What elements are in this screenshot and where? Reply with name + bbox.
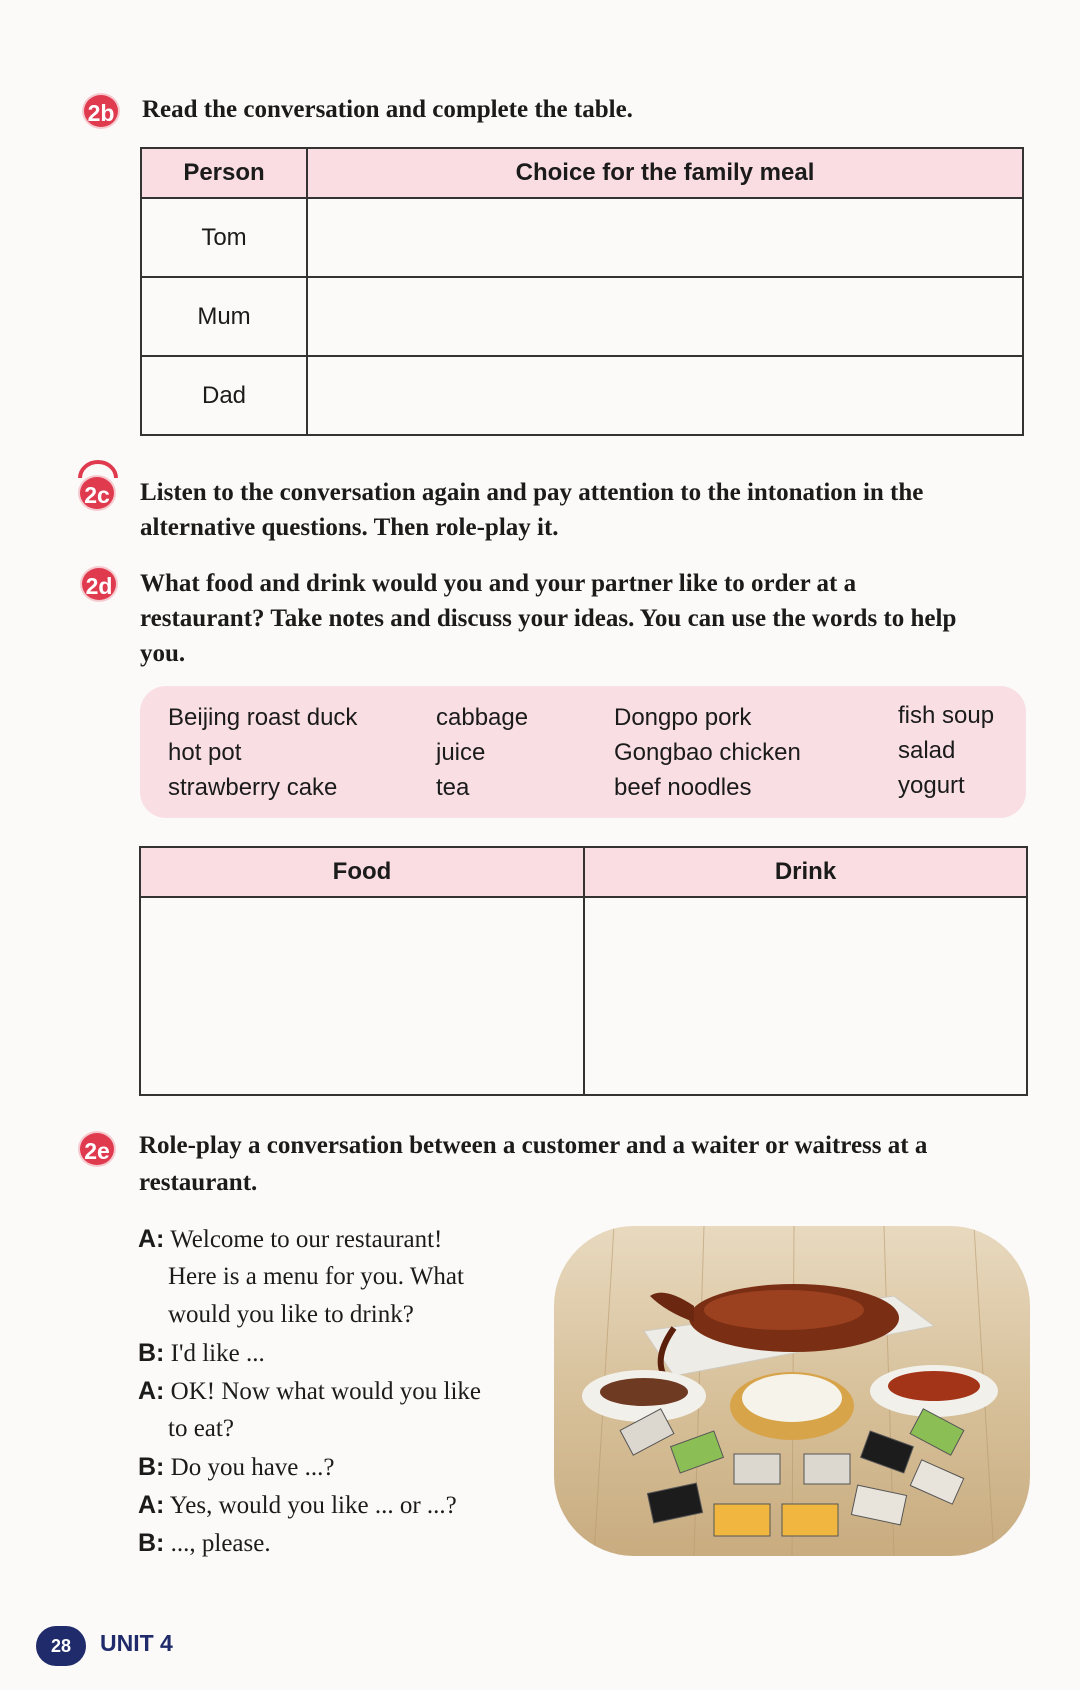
dialogue-line: B: I'd like ... (138, 1339, 265, 1367)
word-item: hot pot (168, 739, 242, 766)
person-cell: Mum (141, 277, 307, 356)
person-cell: Tom (141, 198, 307, 277)
dialogue-line: A: Yes, would you like ... or ...? (138, 1491, 457, 1519)
word-item: Gongbao chicken (614, 739, 801, 766)
instruction-2e-line1: Role-play a conversation between a customer and a waiter or waitress at a (139, 1132, 928, 1159)
word-item: strawberry cake (168, 774, 338, 801)
instruction-2c-line1: Listen to the conversation again and pay attention to the intonation in the (140, 479, 924, 506)
header-food: Food (140, 847, 584, 897)
dialogue-line: would you like to drink? (168, 1301, 414, 1328)
dialogue-line: B: ..., please. (138, 1529, 271, 1557)
word-item: Dongpo pork (614, 704, 752, 731)
dialogue-line: B: Do you have ...? (138, 1453, 335, 1481)
section-badge-2d: 2d (80, 566, 118, 602)
choice-cell[interactable] (307, 277, 1023, 356)
family-meal-table (140, 147, 1024, 436)
headphones-icon (76, 458, 120, 480)
word-item: beef noodles (614, 774, 752, 801)
section-badge-2e: 2e (78, 1131, 116, 1167)
section-badge-2c: 2c (78, 475, 116, 511)
instruction-2c-line2: alternative questions. Then role-play it. (140, 514, 559, 541)
instruction-2e-line2: restaurant. (139, 1169, 258, 1196)
instruction-2d-line1: What food and drink would you and your partner like to order at a (140, 570, 857, 597)
choice-cell[interactable] (307, 198, 1023, 277)
word-item: salad (898, 737, 956, 764)
header-person: Person (141, 148, 307, 198)
unit-label: UNIT 4 (100, 1630, 173, 1656)
section-badge-2b: 2b (82, 93, 120, 129)
instruction-2d-line3: you. (140, 640, 186, 667)
page-number: 28 (36, 1626, 86, 1666)
dialogue-line: to eat? (168, 1415, 234, 1442)
header-choice: Choice for the family meal (307, 148, 1023, 198)
word-item: cabbage (436, 704, 529, 731)
header-drink: Drink (584, 847, 1027, 897)
word-item: juice (436, 739, 486, 766)
word-bank (140, 686, 1026, 818)
drink-notes-cell[interactable] (584, 897, 1027, 1095)
dialogue-line: A: OK! Now what would you like (138, 1377, 482, 1405)
person-cell: Dad (141, 356, 307, 435)
word-item: fish soup (898, 702, 995, 729)
word-item: tea (436, 774, 470, 801)
instruction-2d-line2: restaurant? Take notes and discuss your ideas. You can use the words to help (140, 605, 957, 632)
dialogue-line: Here is a menu for you. What (168, 1263, 464, 1290)
choice-cell[interactable] (307, 356, 1023, 435)
food-notes-cell[interactable] (140, 897, 584, 1095)
instruction-2b: Read the conversation and complete the table. (142, 96, 633, 123)
word-item: yogurt (898, 772, 965, 799)
dialogue-line: A: Welcome to our restaurant! (138, 1225, 443, 1253)
roast-duck-photo (554, 1226, 1030, 1556)
word-item: Beijing roast duck (168, 704, 358, 731)
food-drink-table (139, 846, 1028, 1096)
